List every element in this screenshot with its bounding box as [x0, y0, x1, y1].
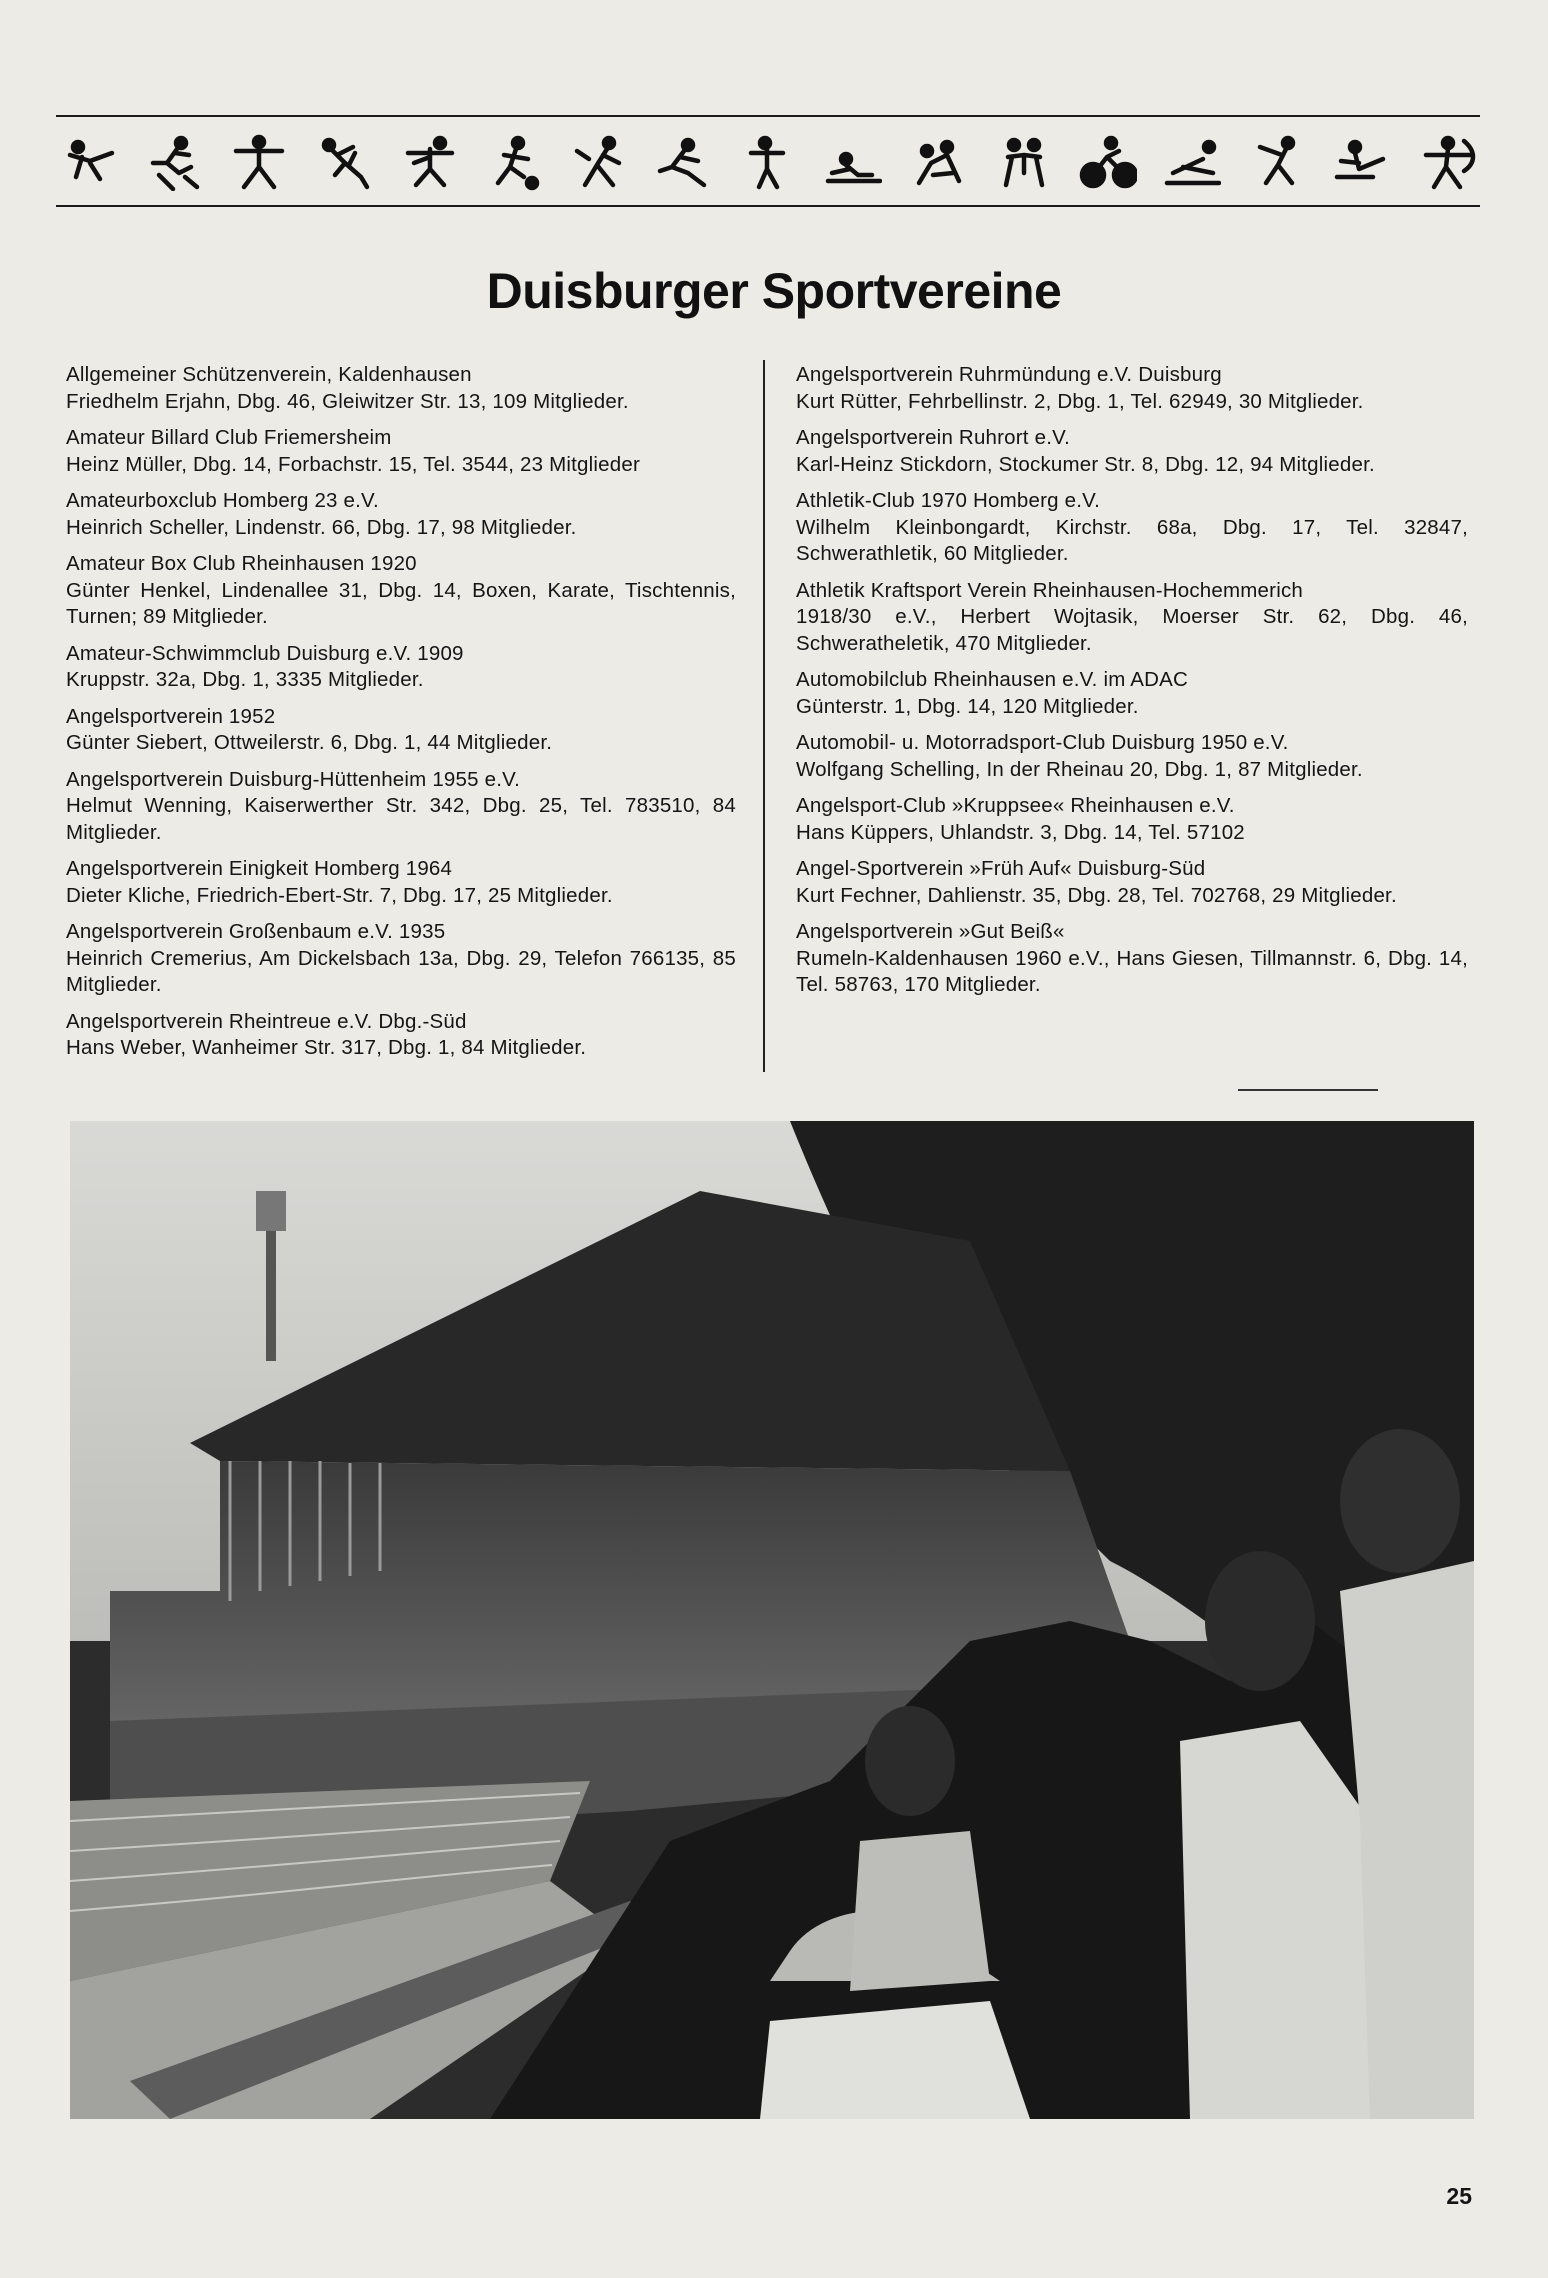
shooting-icon — [60, 133, 118, 191]
running-icon — [315, 133, 373, 191]
club-name: Angelsportverein Rheintreue e.V. Dbg.-Süd — [66, 1009, 467, 1033]
archery-icon — [1418, 133, 1476, 191]
club-name: Amateur-Schwimmclub Duisburg e.V. 1909 — [66, 641, 464, 665]
club-entry — [66, 551, 736, 631]
photo-white-shirt-spectator — [760, 2001, 1030, 2119]
stadium-photo — [70, 1121, 1474, 2119]
swimming-icon — [1163, 133, 1221, 191]
club-name: Angelsportverein Ruhrmündung e.V. Duisburg — [796, 363, 1222, 386]
club-name: Angelsportverein 1952 — [66, 704, 276, 728]
club-details: Günter Henkel, Lindenallee 31, Dbg. 14, Boxen, Karate, Tischtennis, Turnen; 89 Mitglieder. — [66, 578, 736, 628]
club-name: Angelsport-Club »Kruppsee« Rheinhausen e.V. — [796, 794, 1235, 817]
cycling-icon — [1079, 133, 1137, 191]
wrestling-icon — [909, 133, 967, 191]
club-name: Automobil- u. Motorradsport-Club Duisburg 1950 e.V. — [796, 731, 1289, 754]
club-entry — [66, 919, 736, 999]
pictogram-bottom-rule — [56, 205, 1480, 207]
club-details: Günter Siebert, Ottweilerstr. 6, Dbg. 1, 44 Mitglieder. — [66, 731, 553, 754]
club-entry — [66, 425, 736, 478]
club-details: Günterstr. 1, Dbg. 14, 120 Mitglieder. — [796, 694, 1139, 718]
club-entry — [66, 767, 736, 847]
handball-icon — [400, 133, 458, 191]
club-entry — [796, 362, 1468, 415]
club-name: Amateurboxclub Homberg 23 e.V. — [66, 489, 379, 512]
gymnastics-icon — [230, 133, 288, 191]
boxing-icon — [569, 133, 627, 191]
club-name: Angelsportverein Ruhrort e.V. — [796, 426, 1070, 449]
club-name: Angelsportverein Großenbaum e.V. 1935 — [66, 920, 446, 943]
club-name: Automobilclub Rheinhausen e.V. im ADAC — [796, 668, 1189, 691]
weightlifting-icon — [739, 133, 797, 191]
photo-girl-head — [1205, 1551, 1315, 1691]
top-rule — [56, 115, 1480, 117]
club-entry — [66, 1009, 736, 1062]
photo-floodlight — [256, 1191, 286, 1231]
judo-icon — [994, 133, 1052, 191]
club-details: Hans Weber, Wanheimer Str. 317, Dbg. 1, 84 Mitglieder. — [66, 1036, 587, 1059]
club-name: Athletik-Club 1970 Homberg e.V. — [796, 489, 1101, 512]
photo-man-head — [1340, 1429, 1460, 1573]
club-name: Amateur Billard Club Friemersheim — [66, 426, 392, 449]
club-entry — [66, 641, 736, 694]
club-details: Hans Küppers, Uhlandstr. 3, Dbg. 14, Tel. 57102 — [796, 820, 1245, 844]
club-entry — [796, 488, 1468, 568]
football-icon — [484, 133, 542, 191]
club-details: Wilhelm Kleinbongardt, Kirchstr. 68a, Dbg. 17, Tel. 32847, Schwerathletik, 60 Mitglieder. — [796, 515, 1468, 565]
club-entry — [66, 856, 736, 909]
club-name: Angel-Sportverein »Früh Auf« Duisburg-Süd — [796, 857, 1206, 880]
club-entry — [66, 362, 736, 415]
club-details: Heinz Müller, Dbg. 14, Forbachstr. 15, Tel. 3544, 23 Mitglieder — [66, 452, 640, 476]
photo-woman-top — [850, 1831, 990, 1991]
club-entry — [796, 793, 1468, 846]
sprint-start-icon — [654, 133, 712, 191]
club-details: Kurt Rütter, Fehrbellinstr. 2, Dbg. 1, Tel. 62949, 30 Mitglieder. — [796, 389, 1364, 413]
club-details: Helmut Wenning, Kaiserwerther Str. 342, Dbg. 25, Tel. 783510, 84 Mitglieder. — [66, 794, 736, 844]
page-number: 25 — [1446, 2183, 1472, 2209]
club-entry — [796, 919, 1468, 999]
club-entry — [796, 578, 1468, 658]
club-details: Kurt Fechner, Dahlienstr. 35, Dbg. 28, Tel. 702768, 29 Mitglieder. — [796, 883, 1397, 907]
club-entry — [796, 856, 1468, 909]
club-name: Athletik Kraftsport Verein Rheinhausen-Hochemmerich — [796, 578, 1303, 602]
club-name: Angelsportverein »Gut Beiß« — [796, 920, 1065, 943]
club-list-left — [66, 362, 736, 1072]
rowing-icon — [824, 133, 882, 191]
club-details: Dieter Kliche, Friedrich-Ebert-Str. 7, Dbg. 17, 25 Mitglieder. — [66, 883, 613, 907]
club-details: Friedhelm Erjahn, Dbg. 46, Gleiwitzer Str. 13, 109 Mitglieder. — [66, 389, 629, 413]
club-details: Karl-Heinz Stickdorn, Stockumer Str. 8, Dbg. 12, 94 Mitglieder. — [796, 452, 1375, 476]
club-entry — [796, 425, 1468, 478]
sport-pictogram-strip — [56, 120, 1480, 204]
club-list-right — [796, 362, 1468, 1009]
club-name: Allgemeiner Schützenverein, Kaldenhausen — [66, 363, 472, 386]
club-entry — [66, 488, 736, 541]
club-details: Wolfgang Schelling, In der Rheinau 20, Dbg. 1, 87 Mitglieder. — [796, 757, 1363, 781]
photo-woman-sunglasses-head — [865, 1706, 955, 1816]
fencing-icon — [1248, 133, 1306, 191]
column-divider — [763, 360, 765, 1072]
club-entry — [66, 704, 736, 757]
club-entry — [796, 730, 1468, 783]
club-name: Angelsportverein Einigkeit Homberg 1964 — [66, 857, 453, 880]
canoe-icon — [1333, 133, 1391, 191]
club-name: Amateur Box Club Rheinhausen 1920 — [66, 552, 417, 575]
club-details: Kruppstr. 32a, Dbg. 1, 3335 Mitglieder. — [66, 668, 424, 691]
club-details: Rumeln-Kaldenhausen 1960 e.V., Hans Giesen, Tillmannstr. 6, Dbg. 14, Tel. 58763, 170 Mitglieder. — [796, 946, 1468, 996]
hurdles-icon — [145, 133, 203, 191]
club-details: Heinrich Scheller, Lindenstr. 66, Dbg. 17, 98 Mitglieder. — [66, 515, 577, 539]
club-details: Heinrich Cremerius, Am Dickelsbach 13a, Dbg. 29, Telefon 766135, 85 Mitglieder. — [66, 946, 736, 996]
photo-girl-shirt — [1180, 1721, 1370, 2119]
club-details: 1918/30 e.V., Herbert Wojtasik, Moerser Str. 62, Dbg. 46, Schweratheletik, 470 Mitglieder. — [796, 605, 1468, 655]
club-name: Angelsportverein Duisburg-Hüttenheim 1955 e.V. — [66, 767, 521, 791]
club-entry — [796, 667, 1468, 720]
page-title: Duisburger Sportvereine — [486, 263, 1062, 319]
column-end-rule — [1238, 1089, 1378, 1091]
